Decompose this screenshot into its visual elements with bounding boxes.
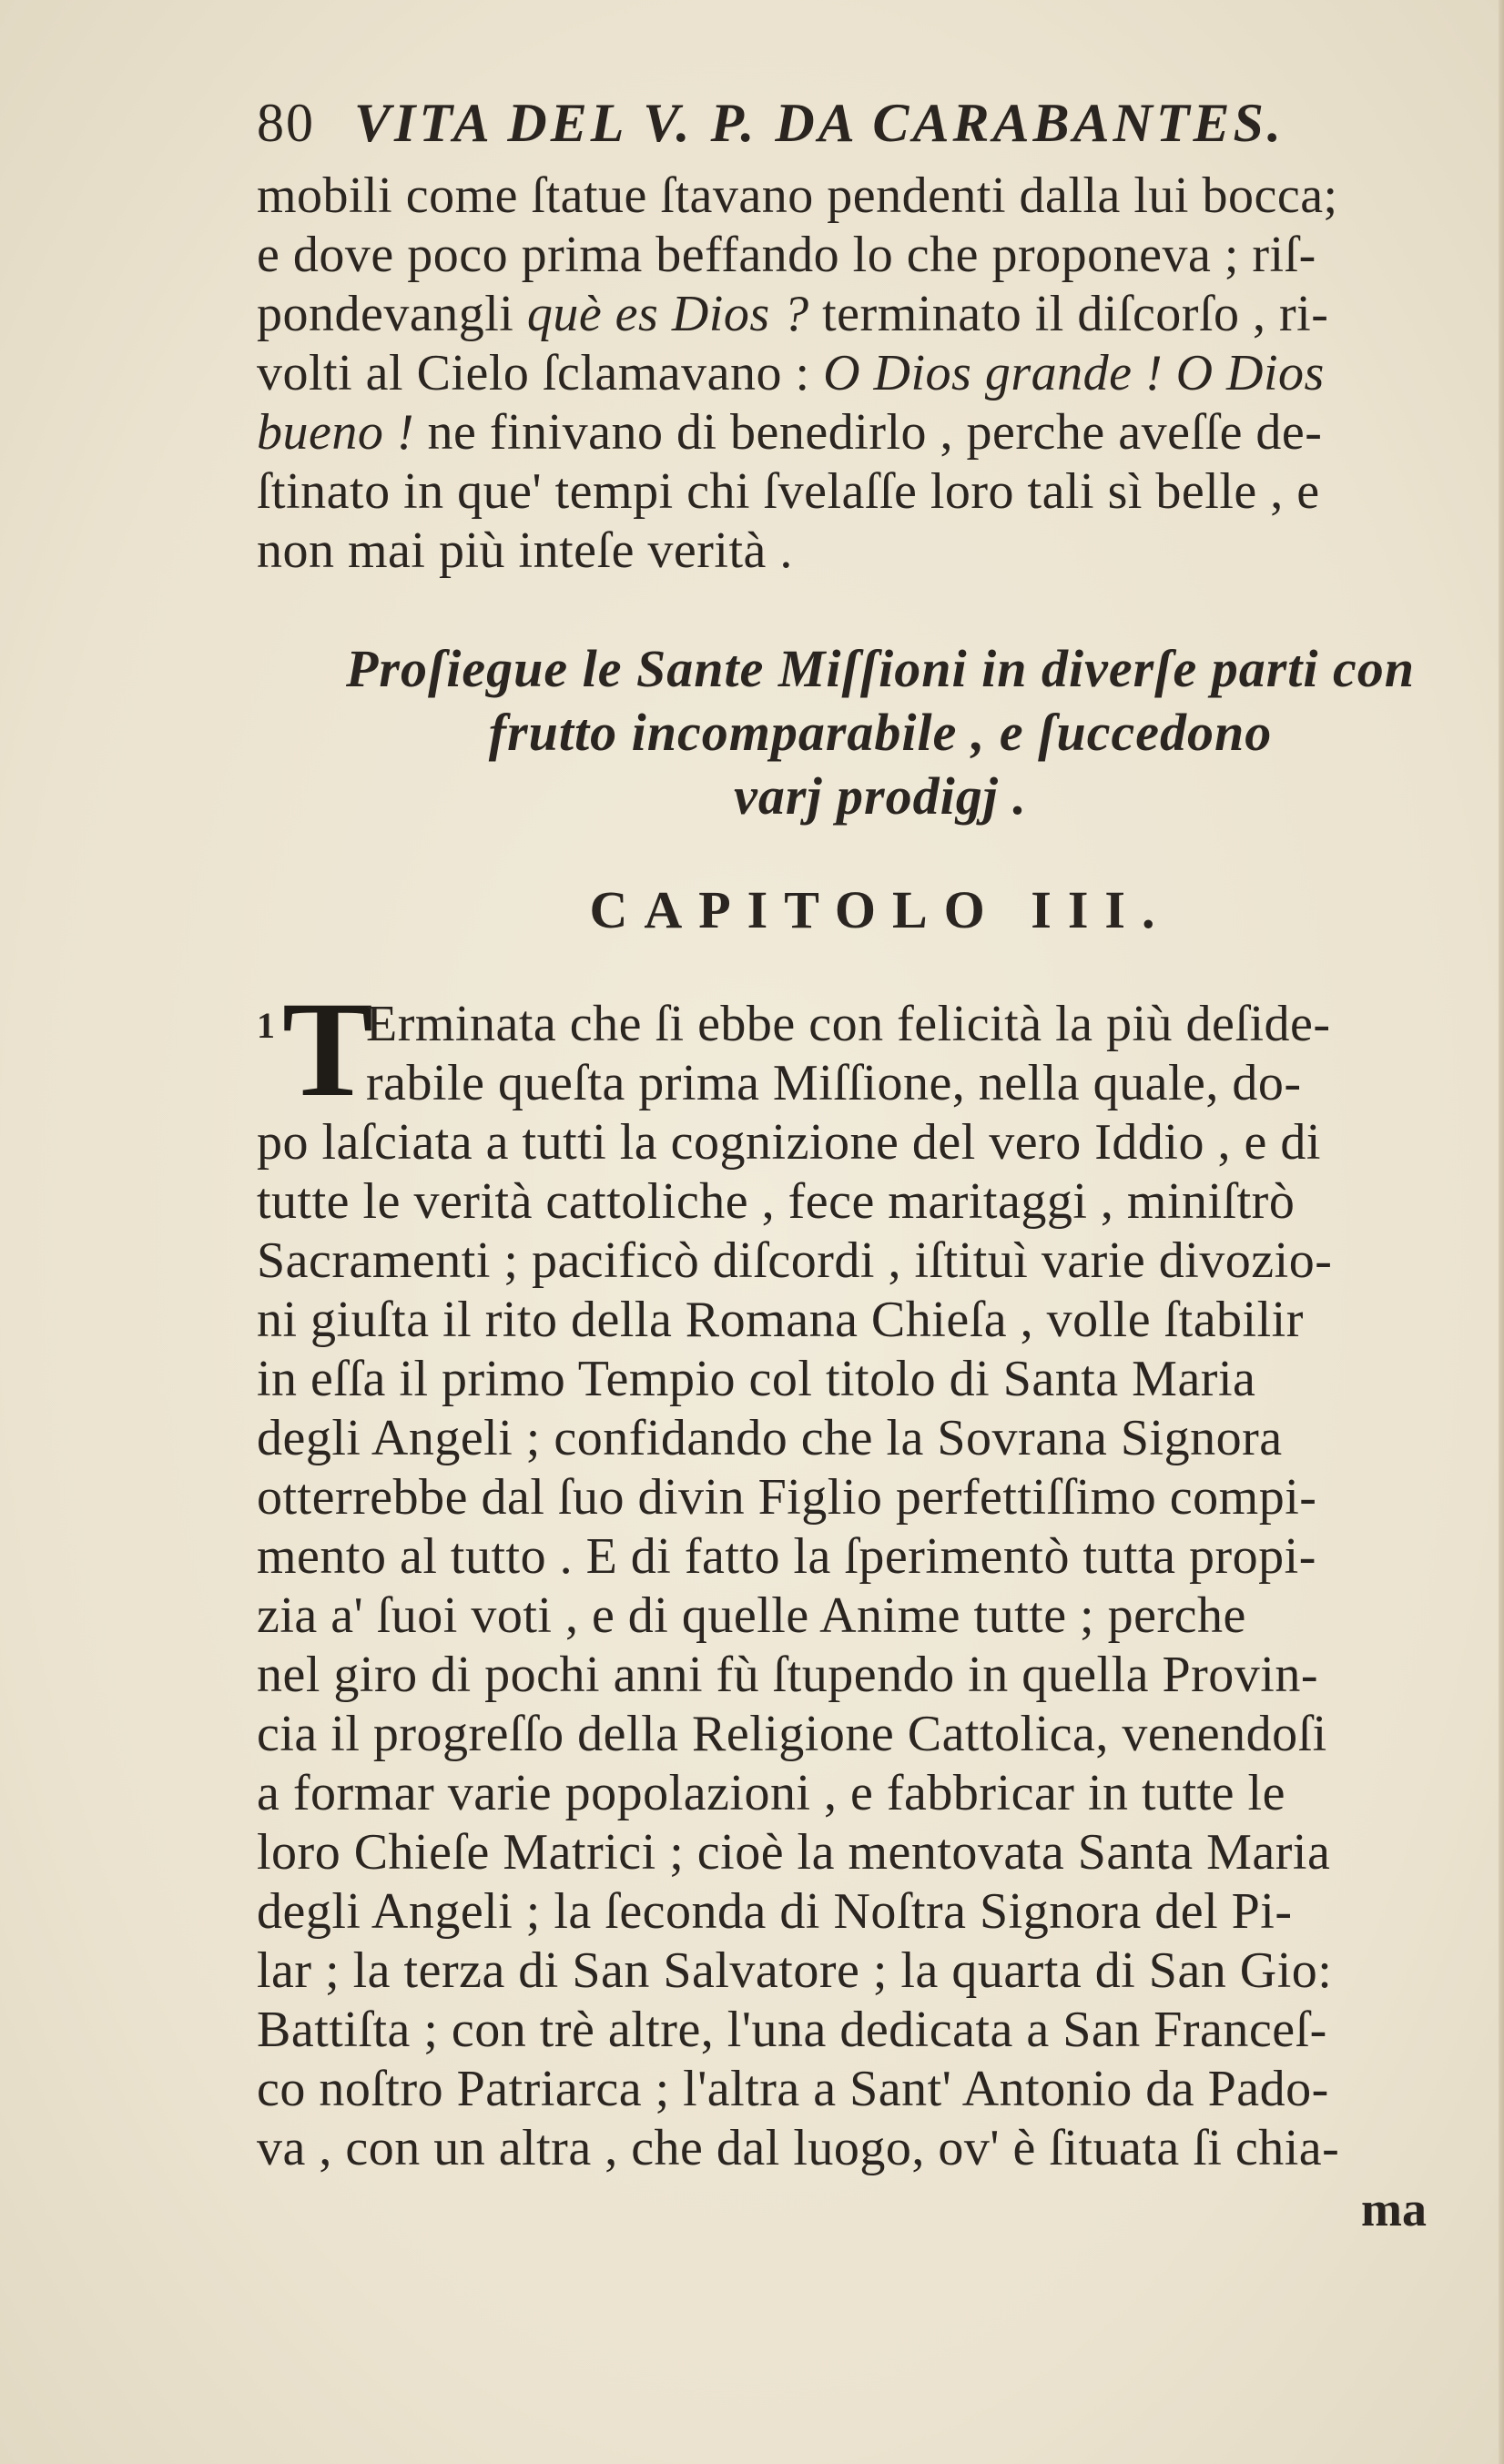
text-line: a formar varie popolazioni , e fabbricar in tutte le: [257, 1765, 1286, 1821]
text-line: non mai più inteſe verità .: [257, 522, 793, 579]
text-line: mento al tutto . E di fatto la ſperimentò tutta propi-: [257, 1528, 1316, 1585]
text-line: Erminata che ſi ebbe con felicità la più deſide-: [366, 996, 1331, 1052]
text-line: [257, 341, 1504, 405]
text-line: rabile queſta prima Miſſione, nella quale, do-: [366, 1055, 1302, 1111]
italic-phrase: O Dios grande ! O Dios: [823, 345, 1325, 401]
text-line: zia a' ſuoi voti , e di quelle Anime tutte ; perche: [257, 1587, 1246, 1644]
drop-cap: T: [282, 974, 374, 1125]
text-line: degli Angeli ; confidando che la Sovrana Signora: [257, 1410, 1283, 1466]
italic-phrase: què es Dios ?: [526, 286, 809, 342]
text-line: nel giro di pochi anni fù ſtupendo in quella Provin-: [257, 1647, 1319, 1703]
text-line: degli Angeli ; la ſeconda di Noſtra Signora del Pi-: [257, 1883, 1293, 1940]
text-segment: ne finivano di benedirlo , perche aveſſe de-: [414, 404, 1323, 461]
text-line: mobili come ſtatue ſtavano pendenti dalla lui bocca;: [257, 167, 1338, 224]
text-line: e dove poco prima beffando lo che proponeva ; riſ-: [257, 227, 1316, 283]
text-segment: volti al Cielo ſclamavano :: [257, 345, 824, 401]
text-line: [257, 282, 1504, 346]
text-line: va , con un altra , che dal luogo, ov' è ſituata ſi chia-: [257, 2120, 1340, 2176]
text-line: Sacramenti ; pacificò diſcordi , iſtituì varie divozio-: [257, 1232, 1333, 1289]
text-line: otterrebbe dal ſuo divin Figlio perfettiſſimo compi-: [257, 1469, 1317, 1526]
text-segment: pondevangli: [257, 286, 527, 342]
chapter-summary-line: frutto incomparabile , e ſuccedono: [488, 703, 1273, 762]
paragraph-number: 1: [257, 1005, 275, 1046]
text-line: co noſtro Patriarca ; l'altra a Sant' Antonio da Pado-: [257, 2061, 1329, 2117]
text-segment: terminato il diſcorſo , ri-: [808, 286, 1329, 342]
chapter-summary-line: Proſiegue le Sante Miſſioni in diverſe parti con: [345, 639, 1416, 698]
text-line: loro Chieſe Matrici ; cioè la mentovata Santa Maria: [257, 1824, 1331, 1881]
text-line: ſtinato in que' tempi chi ſvelaſſe loro tali sì belle , e: [257, 463, 1320, 520]
chapter-summary-line: varj prodigj .: [734, 766, 1027, 826]
text-line: cia il progreſſo della Religione Cattolica, venendoſi: [257, 1706, 1327, 1762]
text-line: [257, 401, 1504, 464]
text-line: tutte le verità cattoliche , fece maritaggi , miniſtrò: [257, 1173, 1296, 1230]
text-line: lar ; la terza di San Salvatore ; la quarta di San Gio:: [257, 1942, 1333, 1999]
text-line: po laſciata a tutti la cognizione del vero Iddio , e di: [257, 1114, 1321, 1171]
running-title: VITA DEL V. P. DA CARABANTES.: [354, 93, 1285, 153]
page-number: 80: [257, 93, 315, 153]
catchword: ma: [1361, 2182, 1427, 2236]
text-line: ni giuſta il rito della Romana Chieſa , volle ſtabilir: [257, 1292, 1304, 1348]
italic-phrase: bueno !: [257, 404, 415, 461]
chapter-title: CAPITOLO III.: [589, 880, 1172, 939]
text-line: Battiſta ; con trè altre, l'una dedicata a San Franceſ-: [257, 2002, 1327, 2058]
text-line: in eſſa il primo Tempio col titolo di Santa Maria: [257, 1351, 1256, 1407]
running-header: [257, 86, 1504, 159]
